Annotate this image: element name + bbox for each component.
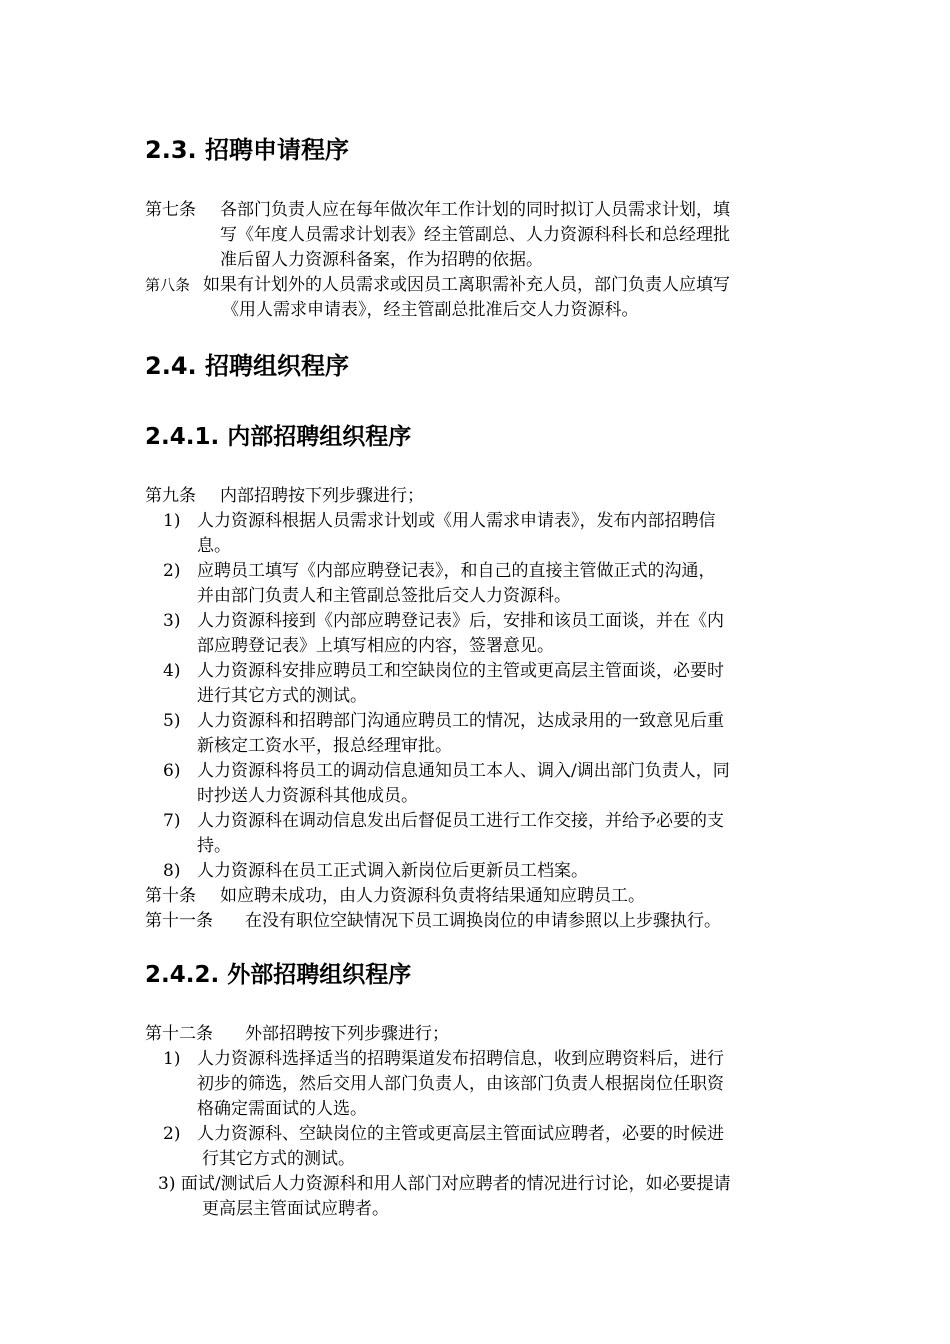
list-number: 1) [163,1049,181,1069]
list-item-line: 新核定工资水平，报总经理审批。 [197,736,452,756]
article-7-line: 写《年度人员需求计划表》经主管副总、人力资源科科长和总经理批 [220,225,730,245]
list-item-line: 应聘员工填写《内部应聘登记表》，和自己的直接主管做正式的沟通， [197,561,716,581]
list-number: 4) [163,661,181,681]
article-7-line: 各部门负责人应在每年做次年工作计划的同时拟订人员需求计划，填 [220,200,730,220]
list-item-line: 人力资源科接到《内部应聘登记表》后，安排和该员工面谈，并在《内 [197,611,724,631]
article-10-label: 第十条 [145,886,196,906]
list-item-line: 人力资源科选择适当的招聘渠道发布招聘信息，收到应聘资料后，进行 [197,1049,724,1069]
list-number: 8) [163,861,181,881]
list-number: 6) [163,761,181,781]
section-heading-2-4-2: 2.4.2. 外部招聘组织程序 [145,962,412,988]
list-item-line: 格确定需面试的人选。 [197,1099,367,1119]
list-item-line: 初步的筛选，然后交用人部门负责人，由该部门负责人根据岗位任职资 [197,1074,724,1094]
list-item-line: 并由部门负责人和主管副总签批后交人力资源科。 [197,586,571,606]
article-9-text: 内部招聘按下列步骤进行； [220,486,424,506]
article-7-label: 第七条 [145,200,196,220]
article-10-text: 如应聘未成功，由人力资源科负责将结果通知应聘员工。 [220,886,645,906]
list-item-line: 持。 [197,836,231,856]
list-number: 7) [163,811,181,831]
list-item-line: 进行其它方式的测试。 [197,686,367,706]
list-item-line: 人力资源科安排应聘员工和空缺岗位的主管或更高层主管面谈，必要时 [197,661,724,681]
list-item-line: 人力资源科和招聘部门沟通应聘员工的情况，达成录用的一致意见后重 [197,711,724,731]
list-item-line: 3) 面试/测试后人力资源科和用人部门对应聘者的情况进行讨论，如必要提请 [158,1174,731,1194]
list-item-line: 息。 [197,536,231,556]
list-item-line: 人力资源科、空缺岗位的主管或更高层主管面试应聘者，必要的时候进 [197,1124,724,1144]
article-8-line: 《用人需求申请表》，经主管副总批准后交人力资源科。 [222,300,639,320]
article-7-line: 准后留人力资源科备案，作为招聘的依据。 [220,250,543,270]
list-number: 2) [163,1124,181,1144]
list-number: 2) [163,561,181,581]
article-9-label: 第九条 [145,486,196,506]
list-number: 5) [163,711,181,731]
article-12-text: 外部招聘按下列步骤进行； [245,1024,449,1044]
article-11-text: 在没有职位空缺情况下员工调换岗位的申请参照以上步骤执行。 [245,911,721,931]
article-8-line: 如果有计划外的人员需求或因员工离职需补充人员，部门负责人应填写 [203,275,730,295]
list-item-line: 人力资源科在员工正式调入新岗位后更新员工档案。 [197,861,588,881]
section-heading-2-4-1: 2.4.1. 内部招聘组织程序 [145,424,412,450]
list-number: 1) [163,511,181,531]
article-8-label: 第八条 [145,276,191,294]
section-heading-2-3: 2.3. 招聘申请程序 [145,136,349,164]
list-item-line: 人力资源科根据人员需求计划或《用人需求申请表》，发布内部招聘信 [197,511,716,531]
list-item-line: 行其它方式的测试。 [202,1149,355,1169]
list-item-line: 人力资源科将员工的调动信息通知员工本人、调入/调出部门负责人，同 [197,761,730,781]
list-number: 3) [163,611,181,631]
list-item-line: 更高层主管面试应聘者。 [202,1199,389,1219]
list-item-line: 人力资源科在调动信息发出后督促员工进行工作交接，并给予必要的支 [197,811,724,831]
article-12-label: 第十二条 [145,1024,213,1044]
section-heading-2-4: 2.4. 招聘组织程序 [145,352,349,380]
list-item-line: 部应聘登记表》上填写相应的内容，签署意见。 [197,636,554,656]
list-item-line: 时抄送人力资源科其他成员。 [197,786,418,806]
article-11-label: 第十一条 [145,911,213,931]
